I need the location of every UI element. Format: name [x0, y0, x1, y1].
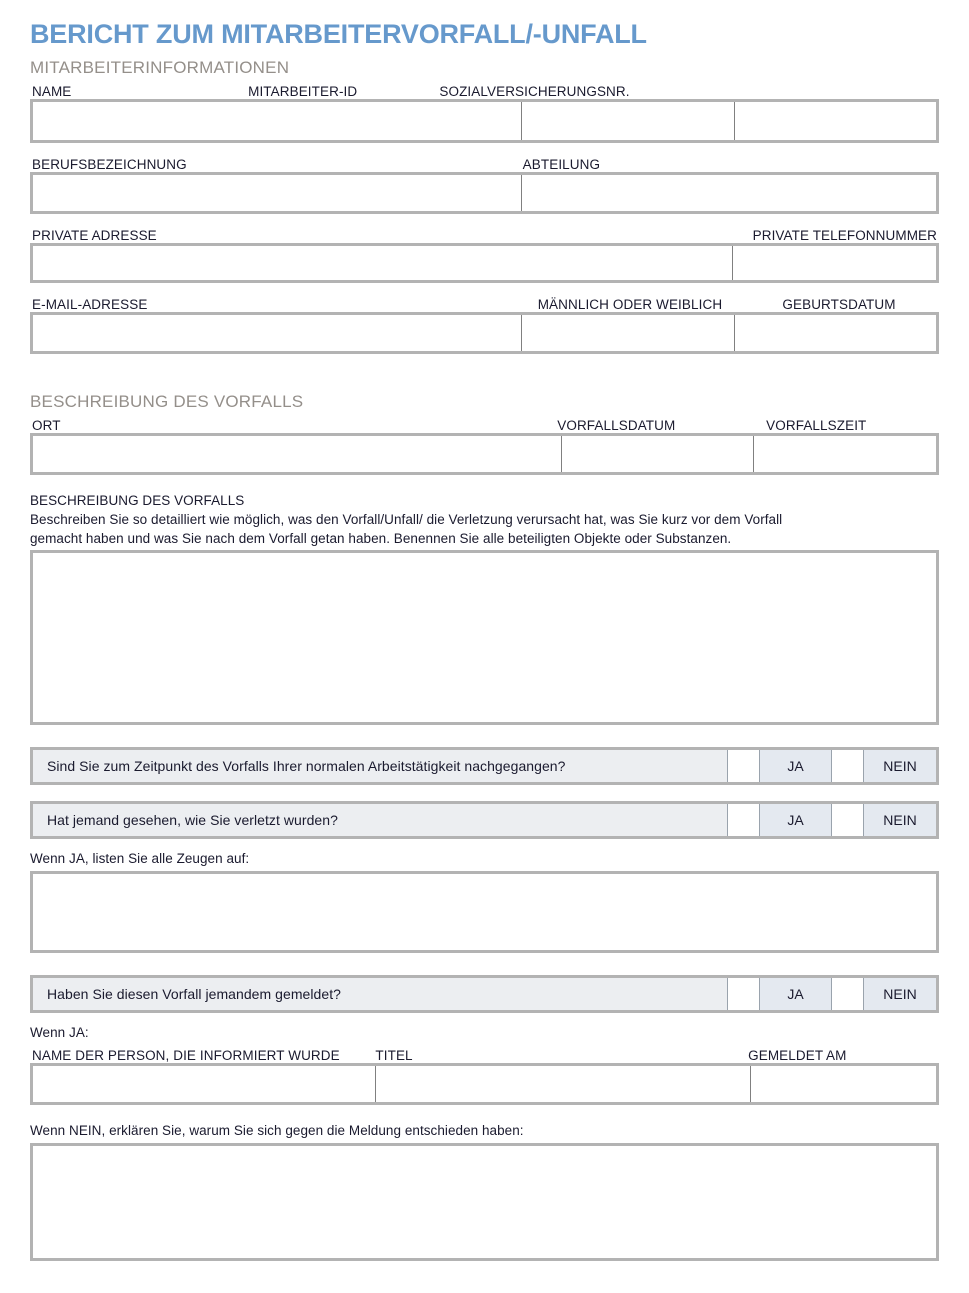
- spacer: [30, 475, 939, 491]
- home-address-field[interactable]: [33, 246, 733, 280]
- label-row-email: [30, 293, 939, 312]
- question-row-witnessed: [30, 801, 939, 839]
- spacer: [30, 1013, 939, 1023]
- spacer: [30, 143, 939, 153]
- label-home-address: PRIVATE ADRESSE: [32, 228, 157, 244]
- label-incident-date: VORFALLSDATUM: [557, 418, 676, 434]
- section-heading-employee-info: MITARBEITERINFORMATIONEN: [30, 58, 290, 78]
- field-row-address: [30, 243, 939, 283]
- option-label-normal-duties-no[interactable]: NEIN: [864, 750, 936, 782]
- if-no-prompt: Wenn NEIN, erklären Sie, warum Sie sich gegen die Meldung entschieden haben:: [30, 1123, 524, 1139]
- label-row-location: [30, 414, 939, 433]
- label-incident-time: VORFALLSZEIT: [766, 418, 867, 434]
- spacer: [30, 953, 939, 975]
- option-label-reported-no[interactable]: NEIN: [864, 978, 936, 1010]
- incident-date-field[interactable]: [562, 436, 753, 472]
- question-text-witnessed: Hat jemand gesehen, wie Sie verletzt wurden?: [33, 804, 728, 836]
- label-social-security: SOZIALVERSICHERUNGSNR.: [439, 84, 630, 100]
- label-reported-on: GEMELDET AM: [748, 1048, 847, 1064]
- label-description-title: BESCHREIBUNG DES VORFALLS: [30, 493, 245, 509]
- name-field[interactable]: [33, 102, 522, 140]
- option-label-normal-duties-yes[interactable]: JA: [760, 750, 832, 782]
- label-email: E-MAIL-ADRESSE: [32, 297, 148, 313]
- department-field[interactable]: [522, 175, 936, 211]
- label-birthdate: GEBURTSDATUM: [782, 297, 896, 313]
- spacer: [30, 214, 939, 224]
- description-instructions-line-2: gemacht haben und was Sie nach dem Vorfall getan haben. Benennen Sie alle beteiligten Objekte oder Substanzen.: [30, 531, 732, 547]
- label-location: ORT: [32, 418, 61, 434]
- incident-description-textarea[interactable]: [30, 550, 939, 725]
- label-job-title: BERUFSBEZEICHNUNG: [32, 157, 187, 173]
- person-informed-field[interactable]: [33, 1066, 376, 1102]
- checkbox-witnessed-yes[interactable]: [728, 804, 760, 836]
- field-row-reporting: [30, 1063, 939, 1105]
- page-title: BERICHT ZUM MITARBEITERVORFALL/-UNFALL: [30, 19, 647, 49]
- description-instructions: [30, 491, 939, 548]
- label-gender: MÄNNLICH ODER WEIBLICH: [537, 297, 723, 313]
- birthdate-field[interactable]: [735, 315, 936, 351]
- question-row-reported: [30, 975, 939, 1013]
- label-person-informed: NAME DER PERSON, DIE INFORMIERT WURDE: [32, 1048, 340, 1064]
- label-row-job: [30, 153, 939, 172]
- checkbox-reported-yes[interactable]: [728, 978, 760, 1010]
- question-text-normal-duties: Sind Sie zum Zeitpunkt des Vorfalls Ihrer normalen Arbeitstätigkeit nachgegangen?: [33, 750, 728, 782]
- gender-field[interactable]: [522, 315, 734, 351]
- field-row-job: [30, 172, 939, 214]
- field-row-email: [30, 312, 939, 354]
- label-row-address: [30, 224, 939, 243]
- incident-time-field[interactable]: [754, 436, 936, 472]
- checkbox-normal-duties-yes[interactable]: [728, 750, 760, 782]
- label-employee-id: MITARBEITER-ID: [248, 84, 358, 100]
- label-name: NAME: [32, 84, 72, 100]
- spacer: [30, 283, 939, 293]
- reported-on-field[interactable]: [751, 1066, 936, 1102]
- checkbox-normal-duties-no[interactable]: [832, 750, 864, 782]
- option-label-witnessed-yes[interactable]: JA: [760, 804, 832, 836]
- field-row-name: [30, 99, 939, 143]
- section-heading-incident-description: BESCHREIBUNG DES VORFALLS: [30, 392, 304, 412]
- question-row-normal-duties: [30, 747, 939, 785]
- witness-list-textarea[interactable]: [30, 871, 939, 953]
- field-row-location: [30, 433, 939, 475]
- spacer: [30, 1105, 939, 1121]
- spacer: [30, 785, 939, 801]
- email-field[interactable]: [33, 315, 522, 351]
- label-home-phone: PRIVATE TELEFONNUMMER: [752, 228, 937, 244]
- checkbox-witnessed-no[interactable]: [832, 804, 864, 836]
- witness-prompt: Wenn JA, listen Sie alle Zeugen auf:: [30, 851, 250, 867]
- employee-id-field[interactable]: [522, 102, 734, 140]
- label-department: ABTEILUNG: [522, 157, 601, 173]
- location-field[interactable]: [33, 436, 562, 472]
- if-yes-label: Wenn JA:: [30, 1025, 89, 1041]
- home-phone-field[interactable]: [733, 246, 936, 280]
- social-security-field[interactable]: [735, 102, 936, 140]
- description-instructions-line-1: Beschreiben Sie so detailliert wie möglich, was den Vorfall/Unfall/ die Verletzung verursacht hat, was Sie kurz vor dem Vorfall: [30, 512, 783, 528]
- spacer: [30, 839, 939, 849]
- spacer: [30, 725, 939, 747]
- no-report-reason-textarea[interactable]: [30, 1143, 939, 1261]
- title-field[interactable]: [376, 1066, 751, 1102]
- label-row-name: [30, 80, 939, 99]
- question-text-reported: Haben Sie diesen Vorfall jemandem gemeldet?: [33, 978, 728, 1010]
- option-label-witnessed-no[interactable]: NEIN: [864, 804, 936, 836]
- job-title-field[interactable]: [33, 175, 522, 211]
- label-title: TITEL: [375, 1048, 413, 1064]
- option-label-reported-yes[interactable]: JA: [760, 978, 832, 1010]
- checkbox-reported-no[interactable]: [832, 978, 864, 1010]
- label-row-reporting: [30, 1044, 939, 1063]
